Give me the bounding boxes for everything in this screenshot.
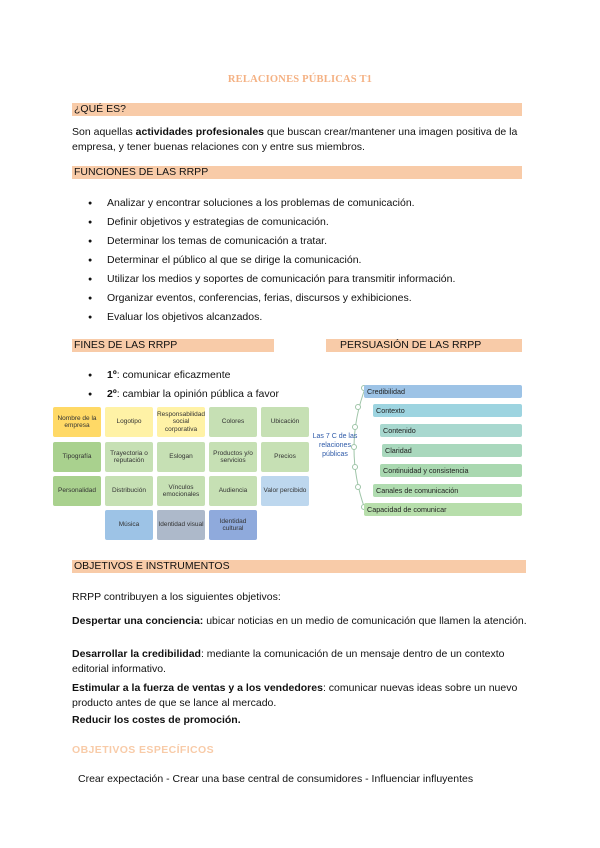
diagram-item: Contenido xyxy=(380,424,522,437)
heading-funciones: FUNCIONES DE LAS RRPP xyxy=(72,166,522,179)
grid-cell: Audiencia xyxy=(209,476,257,506)
grid-cell: Identidad visual xyxy=(157,510,205,540)
objetivo-text: : comunicar nuevas ideas sobre un nuevo producto antes de que se lance al mercado. xyxy=(72,682,518,709)
grid-cell: Identidad cultural xyxy=(209,510,257,540)
document-title: RELACIONES PÚBLICAS T1 xyxy=(227,74,373,85)
objetivo-text: ubicar noticias en un medio de comunicación que llamen la atención. xyxy=(203,615,527,627)
grid-cell: Eslogan xyxy=(157,442,205,472)
list-item: ● Definir objetivos y estrategias de comunicación. xyxy=(88,213,558,232)
que-es-text-bold: actividades profesionales xyxy=(135,126,265,138)
list-item: ● Determinar el público al que se dirige la comunicación. xyxy=(88,251,558,270)
fines-item-text: : comunicar eficazmente xyxy=(116,369,231,381)
list-item xyxy=(88,385,279,404)
list-item: ● Analizar y encontrar soluciones a los problemas de comunicación. xyxy=(88,194,558,213)
grid-cell: Tipografía xyxy=(53,442,101,472)
diagram-item: Credibilidad xyxy=(364,385,522,398)
grid-cell: Valor percibido xyxy=(261,476,309,506)
seven-c-diagram xyxy=(312,382,528,518)
diagram-item: Continuidad y consistencia xyxy=(380,464,522,477)
grid-cell: Colores xyxy=(209,407,257,437)
grid-cell: Productos y/o servicios xyxy=(209,442,257,472)
funciones-list xyxy=(88,194,558,327)
list-item: ● Determinar los temas de comunicación a tratar. xyxy=(88,232,558,251)
diagram-center-label: Las 7 C de las relaciones públicas xyxy=(312,433,358,458)
list-item: ● Utilizar los medios y soportes de comunicación para transmitir información. xyxy=(88,270,558,289)
diagram-item: Contexto xyxy=(373,404,522,417)
grid-cell: Responsabilidad social corporativa xyxy=(157,407,205,437)
grid-cell: Precios xyxy=(261,442,309,472)
objetivo-item xyxy=(72,713,530,728)
fines-item-text: : cambiar la opinión pública a favor xyxy=(116,388,279,400)
heading-fines: FINES DE LAS RRPP xyxy=(72,339,274,352)
que-es-paragraph xyxy=(72,125,530,155)
heading-que-es: ¿QUÉ ES? xyxy=(72,103,522,116)
list-item: ● Evaluar los objetivos alcanzados. xyxy=(88,308,558,327)
objetivo-bold: Reducir los costes de promoción. xyxy=(72,714,241,726)
heading-persuasion: PERSUASIÓN DE LAS RRPP xyxy=(326,339,522,352)
list-item xyxy=(88,366,279,385)
heading-objetivos: OBJETIVOS E INSTRUMENTOS xyxy=(72,560,526,573)
objetivo-item xyxy=(72,614,530,629)
grid-cell: Vínculos emocionales xyxy=(157,476,205,506)
grid-cell: Nombre de la empresa xyxy=(53,407,101,437)
fines-list xyxy=(88,366,279,404)
objetivo-bold: Desarrollar la credibilidad xyxy=(72,648,201,660)
objetivos-especificos-text: Crear expectación - Crear una base central de consumidores - Influenciar influyentes xyxy=(78,773,474,785)
list-item: ● Organizar eventos, conferencias, ferias, discursos y exhibiciones. xyxy=(88,289,558,308)
fines-item-bold: 1º xyxy=(107,369,117,381)
grid-cell: Trayectoria o reputación xyxy=(105,442,153,472)
grid-cell: Logotipo xyxy=(105,407,153,437)
fines-item-bold: 2º xyxy=(107,388,117,400)
objetivo-item xyxy=(72,647,530,677)
objetivos-intro: RRPP contribuyen a los siguientes objetivos: xyxy=(72,591,281,603)
objetivo-text: : mediante la comunicación de un mensaje dentro de un contexto editorial informativo. xyxy=(72,648,505,675)
que-es-text-post: que buscan crear/mantener una imagen positiva de la empresa, y tener buenas relaciones con y entre sus miembros. xyxy=(72,126,518,153)
objetivo-item xyxy=(72,681,530,711)
diagram-item: Claridad xyxy=(382,444,522,457)
heading-objetivos-especificos: OBJETIVOS ESPECÍFICOS xyxy=(72,744,215,756)
objetivo-bold: Despertar una conciencia: xyxy=(72,615,204,627)
que-es-text-pre: Son aquellas xyxy=(72,126,136,138)
objetivo-bold: Estimular a la fuerza de ventas y a los vendedores xyxy=(72,682,323,694)
grid-cell: Ubicación xyxy=(261,407,309,437)
grid-cell: Música xyxy=(105,510,153,540)
diagram-item: Capacidad de comunicar xyxy=(364,503,522,516)
diagram-item: Canales de comunicación xyxy=(373,484,522,497)
grid-cell: Personalidad xyxy=(53,476,101,506)
grid-cell: Distribución xyxy=(105,476,153,506)
